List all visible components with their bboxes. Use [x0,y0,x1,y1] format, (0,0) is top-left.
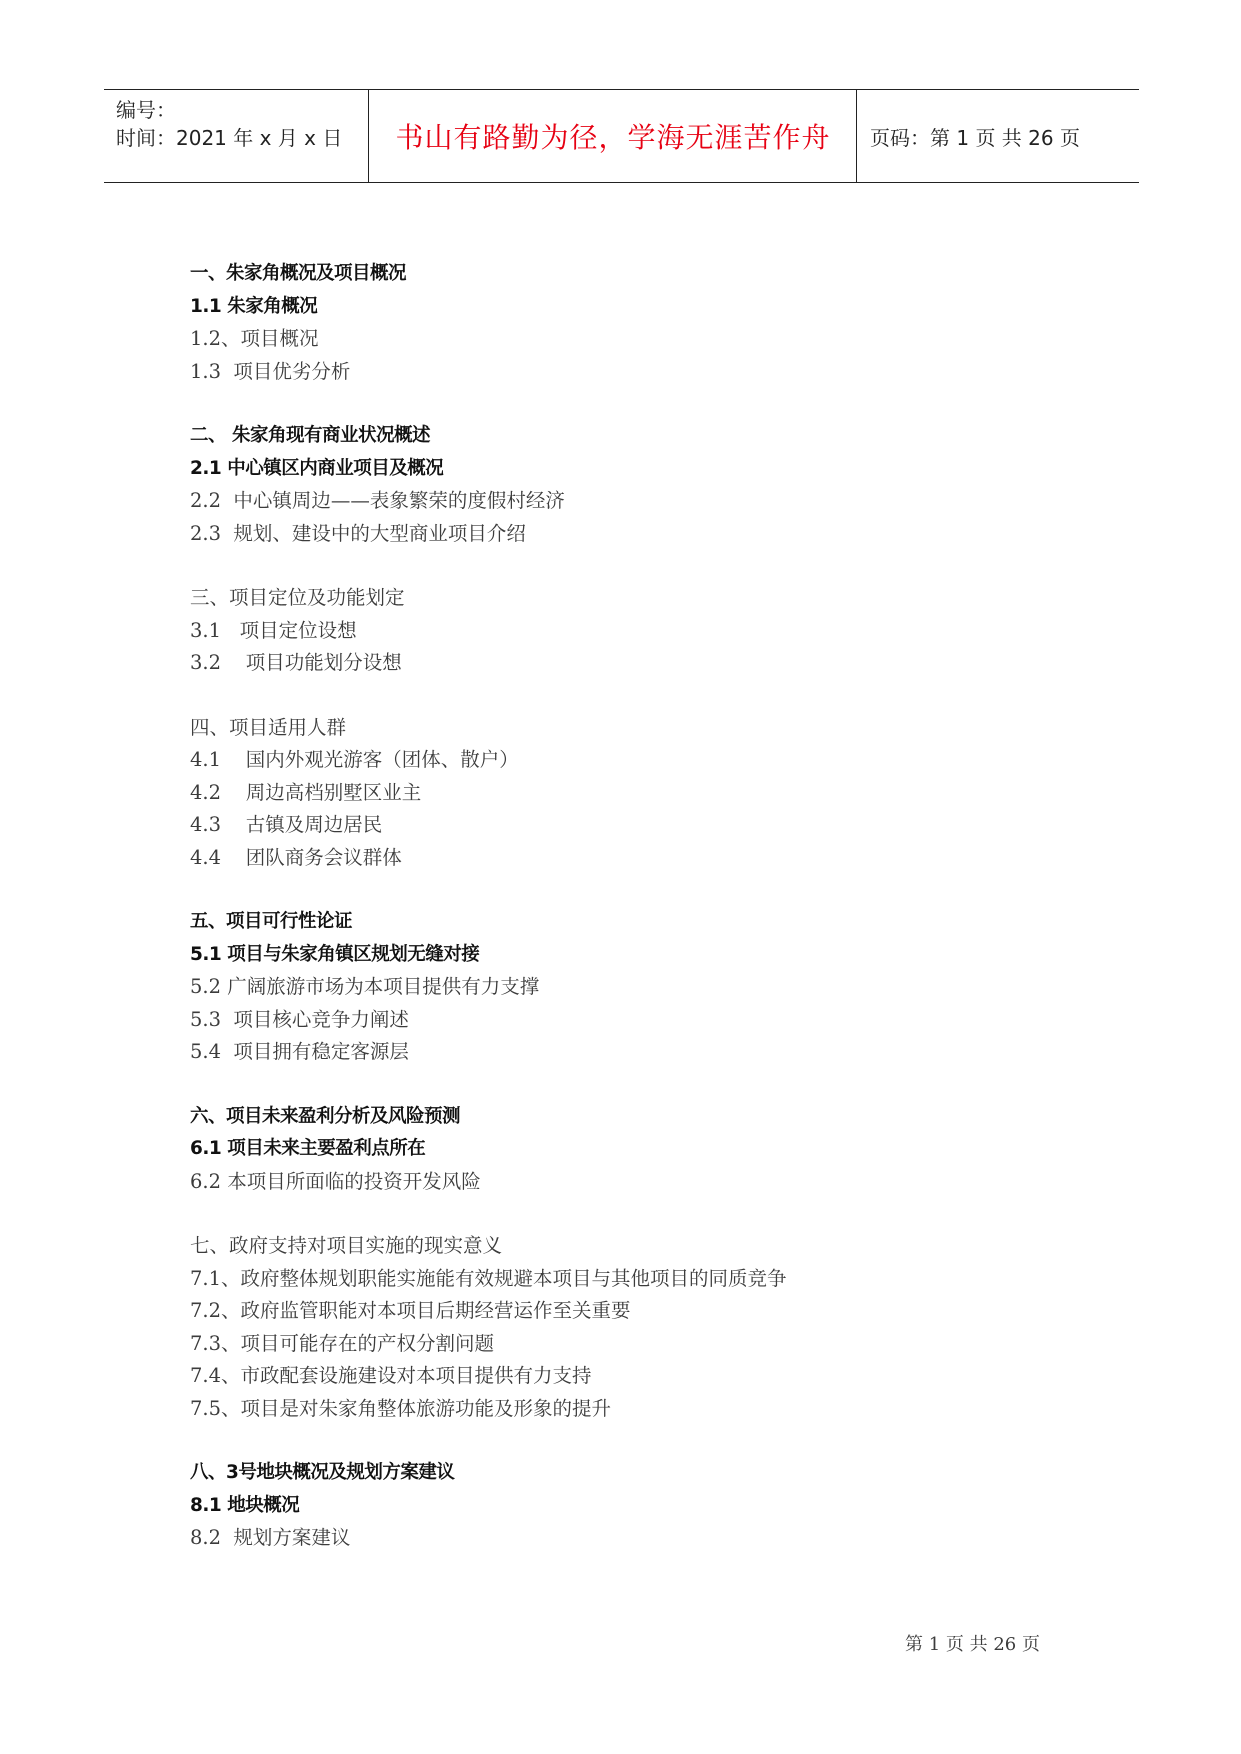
toc-item: 3.1 项目定位设想 [190,618,357,642]
section-6-title: 六、项目未来盈利分析及风险预测 [190,1105,461,1127]
document-header [104,89,1139,183]
spacer [190,680,990,712]
toc-item: 4.1 国内外观光游客（团体、散户） [190,748,519,771]
toc-item: 3.2 项目功能划分设想 [190,651,402,674]
toc-item: 5.1 项目与朱家角镇区规划无缝对接 [190,943,480,965]
header-motto: 书山有路勤为径，学海无涯苦作舟 [395,121,831,154]
document-number-label: 编号： [116,98,176,122]
toc-item: 4.2 周边高档别墅区业主 [190,780,422,804]
spacer [190,388,990,420]
section-2-title: 二、 朱家角现有商业状况概述 [190,425,430,446]
toc-item: 5.3 项目核心竞争力阐述 [190,1007,409,1031]
header-meta [116,96,342,152]
toc-item: 1.2、项目概况 [190,327,319,350]
document-time-label: 时间：2021 年 x 月 x 日 [116,126,343,150]
toc-item: 2.1 中心镇区内商业项目及概况 [190,457,444,479]
toc-item: 7.1、政府整体规划职能实施能有效规避本项目与其他项目的同质竞争 [190,1266,787,1290]
toc-item: 6.2 本项目所面临的投资开发风险 [190,1169,481,1193]
spacer [190,1198,990,1230]
toc-item: 7.2、政府监管职能对本项目后期经营运作至关重要 [190,1299,631,1322]
section-1-title: 一、朱家角概况及项目概况 [190,263,407,284]
section-5-title: 五、项目可行性论证 [190,911,353,932]
toc-item: 7.5、项目是对朱家角整体旅游功能及形象的提升 [190,1396,612,1420]
section-7-title: 七、政府支持对项目实施的现实意义 [190,1234,503,1257]
section-4-title: 四、项目适用人群 [190,715,347,739]
spacer [190,1425,990,1457]
page-footer: 第 1 页 共 26 页 [905,1634,1040,1655]
toc-item: 7.3、项目可能存在的产权分割问题 [190,1331,495,1355]
section-3-title: 三、项目定位及功能划定 [190,586,405,609]
toc-item: 7.4、市政配套设施建设对本项目提供有力支持 [190,1364,592,1387]
spacer [190,874,990,906]
toc-item: 4.4 团队商务会议群体 [190,845,402,869]
header-page-info: 页码：第 1 页 共 26 页 [870,125,1080,150]
spacer [190,550,990,582]
toc-item: 2.2 中心镇周边——表象繁荣的度假村经济 [190,489,565,512]
toc-item: 2.3 规划、建设中的大型商业项目介绍 [190,521,526,545]
toc-item: 4.3 古镇及周边居民 [190,813,383,836]
header-divider [856,90,857,182]
toc-item: 1.1 朱家角概况 [190,295,318,317]
toc-item: 8.2 规划方案建议 [190,1526,351,1549]
toc-item: 6.1 项目未来主要盈利点所在 [190,1138,426,1159]
toc-item: 1.3 项目优劣分析 [190,359,351,383]
header-divider [368,90,369,182]
toc-item: 5.2 广阔旅游市场为本项目提供有力支撑 [190,975,540,998]
spacer [190,1069,990,1101]
toc-item: 8.1 地块概况 [190,1494,300,1516]
toc-item: 5.4 项目拥有稳定客源层 [190,1040,409,1063]
section-8-title: 八、3号地块概况及规划方案建议 [190,1462,455,1483]
table-of-contents [190,258,990,1555]
